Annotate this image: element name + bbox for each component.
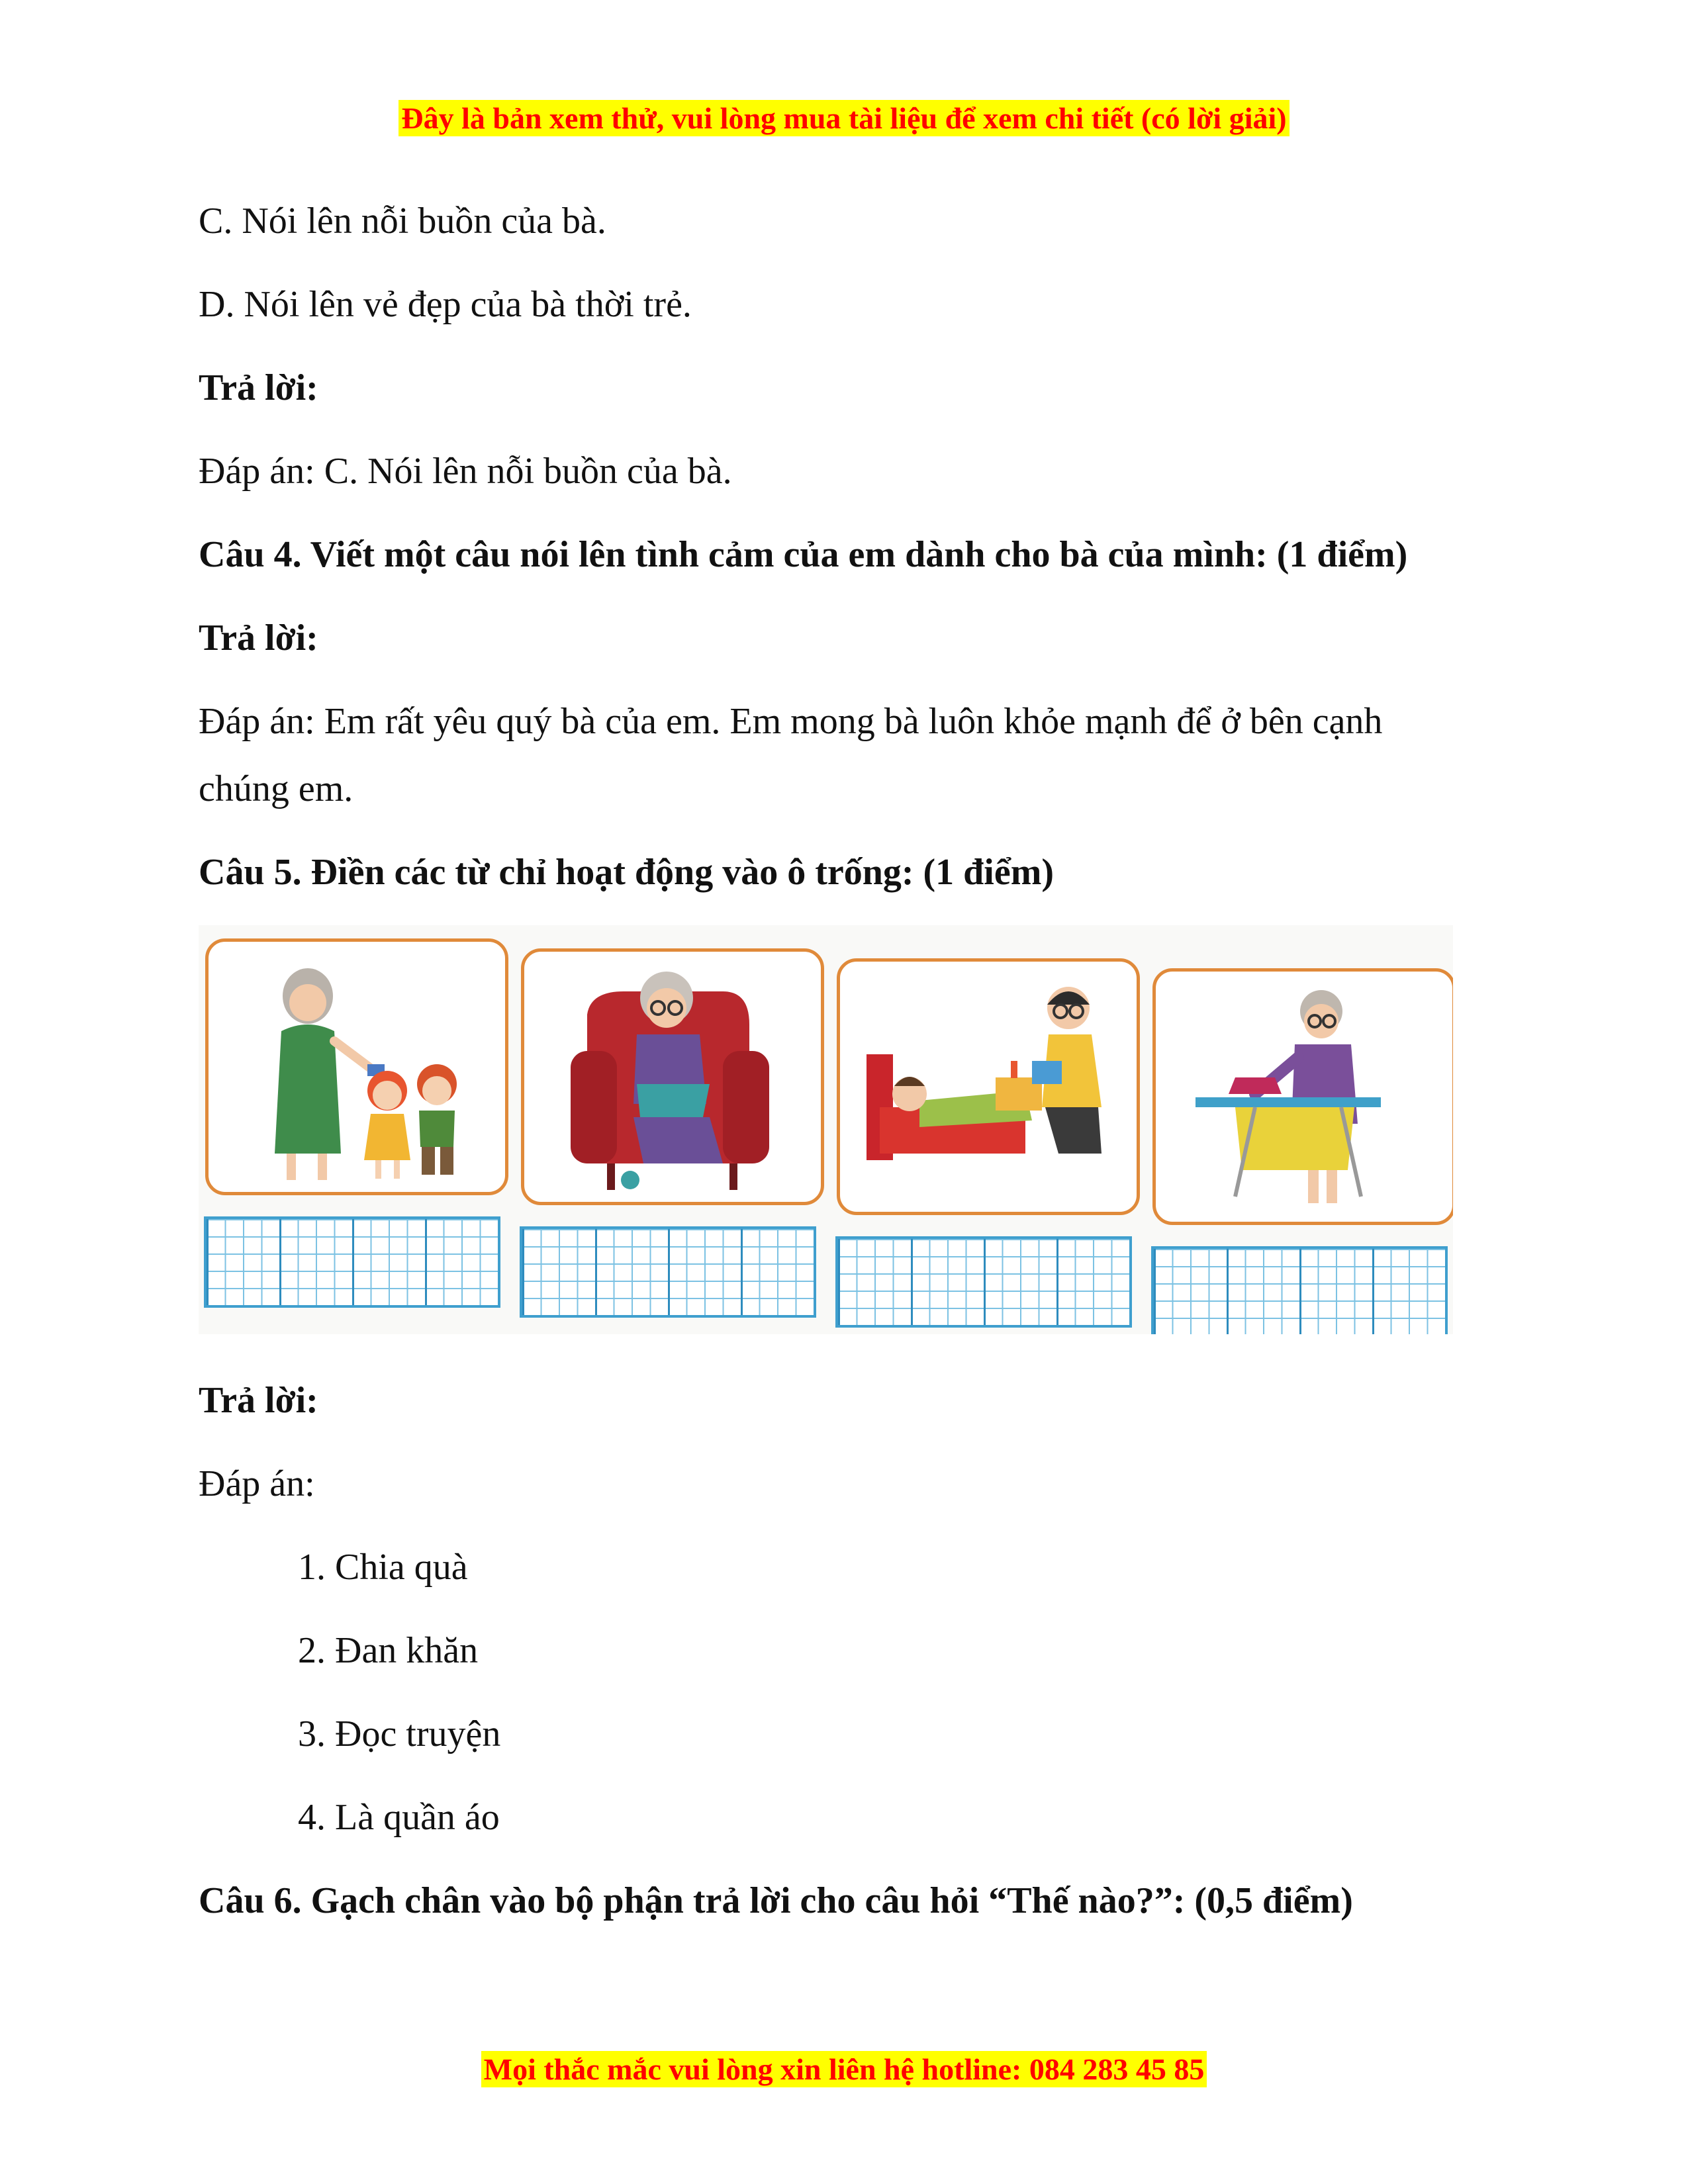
answer-grid-2 xyxy=(520,1226,816,1318)
grandma-ironing-icon xyxy=(1152,968,1453,1225)
answer-label: Trả lời: xyxy=(199,367,318,408)
grandma-giving-gifts-icon xyxy=(205,938,508,1195)
answer-text: Đáp án: C. Nói lên nỗi buồn của bà. xyxy=(199,451,732,492)
option-d: D. Nói lên vẻ đẹp của bà thời trẻ. xyxy=(199,284,692,325)
grandpa-reading-icon xyxy=(837,958,1140,1215)
question-4: Câu 4. Viết một câu nói lên tình cảm của em dành cho bà của mình: (1 điểm) xyxy=(199,534,1408,575)
question-5: Câu 5. Điền các từ chỉ hoạt động vào ô trống: (1 điểm) xyxy=(199,852,1054,893)
answer-text-line-1: Đáp án: Em rất yêu quý bà của em. Em mong bà luôn khỏe mạnh để ở bên cạnh xyxy=(199,701,1383,742)
answer-5-label: Đáp án: xyxy=(199,1463,315,1504)
option-c: C. Nói lên nỗi buồn của bà. xyxy=(199,201,606,242)
answer-item-3: 3. Đọc truyện xyxy=(298,1713,501,1754)
answer-grid-4 xyxy=(1151,1246,1448,1334)
answer-text-line-2: chúng em. xyxy=(199,768,353,809)
question-6: Câu 6. Gạch chân vào bộ phận trả lời cho câu hỏi “Thế nào?”: (0,5 điểm) xyxy=(199,1880,1353,1921)
answer-item-4: 4. Là quần áo xyxy=(298,1797,500,1838)
grandma-knitting-icon xyxy=(521,948,824,1205)
hotline-text: Mọi thắc mắc vui lòng xin liên hệ hotline: 084 283 45 85 xyxy=(481,2051,1207,2087)
answer-item-2: 2. Đan khăn xyxy=(298,1630,479,1671)
answer-grid-3 xyxy=(835,1236,1132,1328)
preview-notice-banner xyxy=(0,101,1688,136)
hotline-banner xyxy=(0,2052,1688,2087)
preview-notice-text: Đây là bản xem thử, vui lòng mua tài liệu để xem chi tiết (có lời giải) xyxy=(399,100,1289,136)
activity-illustration xyxy=(199,925,1453,1334)
answer-item-1: 1. Chia quà xyxy=(298,1547,468,1588)
answer-label: Trả lời: xyxy=(199,1380,318,1421)
answer-label: Trả lời: xyxy=(199,617,318,659)
answer-grid-1 xyxy=(204,1216,500,1308)
